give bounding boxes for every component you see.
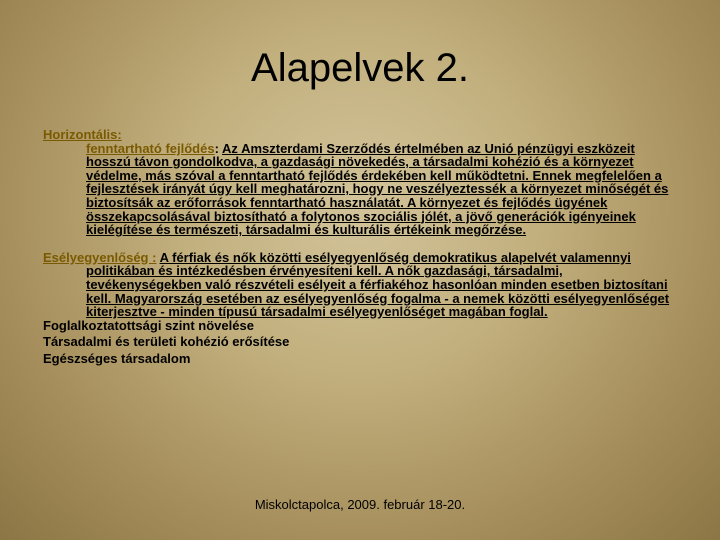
item-health: Egészséges társadalom [43, 350, 191, 366]
sustainable-development-label: fenntartható fejlődés [86, 140, 215, 156]
slide-footer: Miskolctapolca, 2009. február 18-20. [254, 497, 466, 512]
equality-label: Esélyegyenlőség : [43, 249, 157, 265]
horizontal-paragraph: Horizontális: fenntartható fejlődés: Az Amszterdami Szerződés értelmében az Unió pénzügyi eszközeit hosszú távon gondolkodva, a gazdasági növekedés, a társadalmi kohézió és a környezet védelme, más szóval a fenntartható fejlődés érdekében kell működtetni. Ennek megfelelően a fejlesztések irányát úgy kell meghatározni, hogy ne veszélyeztessék a környezet minőségét és biztosítsák az erőforrások fenntartható használatát. A környezet és fejlődés ügyének összekapcsolásával biztosítható a folytonos szociális jólét, a jövő generációk igényeinek kielégítése és természeti, társadalmi és kulturális értékeink megőrzése. [43, 128, 679, 237]
item-employment: Foglalkoztatottsági szint növelése [43, 317, 254, 333]
equality-paragraph [43, 251, 679, 319]
slide-title: Alapelvek 2. [251, 46, 469, 90]
horizontal-text: Az Amszterdami Szerződés értelmében az Unió pénzügyi eszközeit hosszú távon gondolkodva, a gazdasági növekedés, a társadalmi kohézió és a környezet védelme, más szóval a fenntartható fejlődés érdekében kell működtetni. Ennek megfelelően a fejlesztések irányát úgy kell meghatározni, hogy ne veszélyeztessék a környezet minőségét és biztosítsák az erőforrások fenntartható használatát. A környezet és fejlődés ügyének összekapcsolásával biztosítható a folytonos szociális jólét, a jövő generációk igényeinek kielégítése és természeti, társadalmi és kulturális értékeink megőrzése. [86, 140, 669, 238]
item-cohesion: Társadalmi és területi kohézió erősítése [43, 334, 290, 350]
slide-body [43, 128, 679, 366]
equality-text: A férfiak és nők közötti esélyegyenlőség demokratikus alapelvét valamennyi politikában és intézkedésben érvényesíteni kell. A nők gazdasági, társadalmi, tevékenységekben való részvételi esélyeit a férfiakéhoz hasonlóan minden esetben biztosítani kell. Magyarország esetében az esélyegyenlőség fogalma - a nemek közötti esélyegyenlőséget kiterjesztve - minden típusú társadalmi esélyegyenlőséget magában foglal. [86, 249, 670, 320]
horizontal-label: Horizontális: [43, 127, 122, 142]
